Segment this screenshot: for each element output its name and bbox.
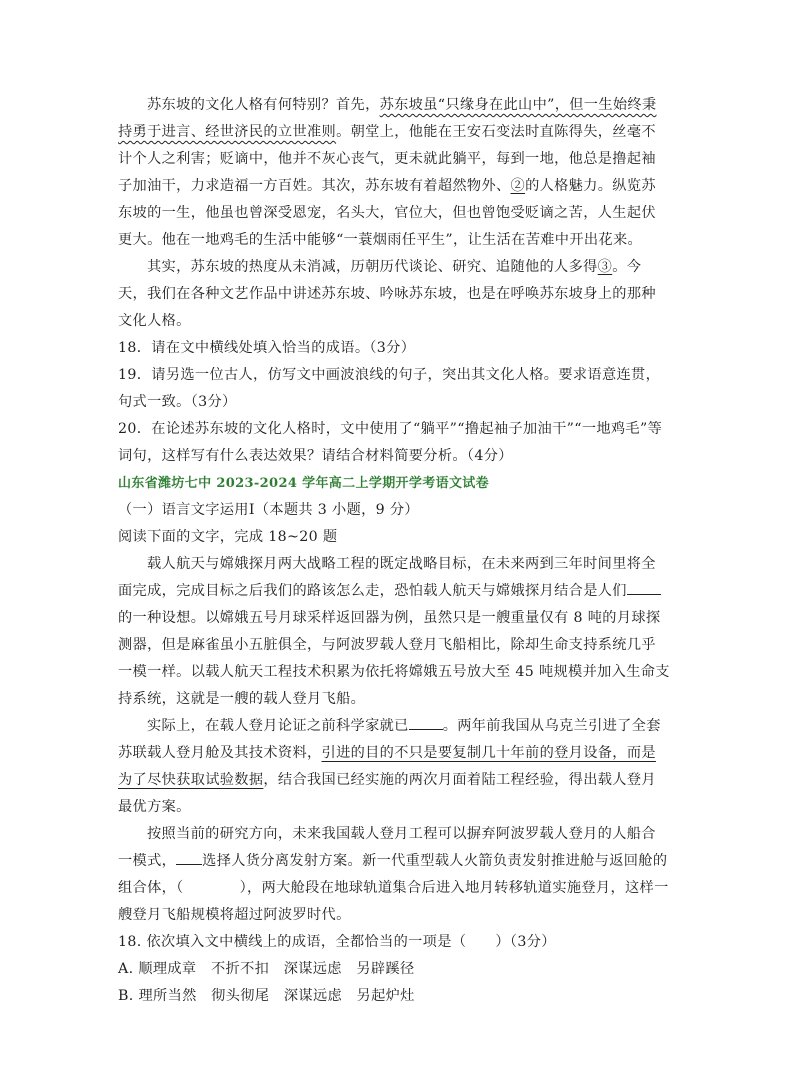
paragraph-su-dongpo-2 <box>118 254 670 335</box>
text-run: 载人航天与嫦娥探月两大战略工程的既定战略目标，在未来两到三年时间里将全面完成，完成目标之后我们的路该怎么走，恐怕载人航天与嫦娥探月结合是人们 <box>118 556 656 599</box>
question-18-choice: 18. 依次填入文中横线上的成语，全都恰当的一项是（ ）（3分） <box>118 934 556 950</box>
text-run: 选择人货分离发射方案。新一代重型载人火箭负责发射推进舱与返回舱的组合体，（ <box>118 853 668 896</box>
exam-title: 山东省潍坊七中 2023-2024 学年高二上学期开学考语文试卷 <box>118 476 490 491</box>
text-run: 。两年前我国从乌克兰引进了全套苏联载人登月舱及其技术资料， <box>118 718 661 761</box>
text-run: 。今天，我们在各种文艺作品中讲述苏东坡、吟咏苏东坡，也是在呼唤苏东坡身上的那种文化人格。 <box>118 259 656 329</box>
question-19-imitation: 19．请另选一位古人，仿写文中画波浪线的句子，突出其文化人格。要求语意连贯，句式一致。（3分） <box>118 367 661 410</box>
underlined-sentence: 引进的目的不只是要复制几十年前的登月设备，而是为了尽快获取试验数据 <box>118 745 656 788</box>
fill-blank-3 <box>176 850 202 865</box>
paragraph-lunar-1 <box>118 551 670 713</box>
question-20-effect: 20．在论述苏东坡的文化人格时，文中使用了“躺平”“撸起袖子加油干”“一地鸡毛”等词句，这样写有什么表达效果？请结合材料简要分析。（4分） <box>118 421 663 464</box>
fill-blank-1 <box>627 580 661 595</box>
reading-instruction: 阅读下面的文字，完成 18~20 题 <box>118 529 338 545</box>
blank-marker-2: ② <box>510 178 526 194</box>
wavy-underlined-sentence: 苏东坡虽“只缘身在此山中”，但一生始终秉持勇于进言、经世济民的立世准则 <box>118 97 657 140</box>
text-run: ，结合我国已经实施的两次月面着陆工程经验，得出载人登月最优方案。 <box>118 772 656 815</box>
text-run: 苏东坡的文化人格有何特别？首先， <box>147 97 380 113</box>
document-body <box>118 92 670 1010</box>
paragraph-lunar-2 <box>118 713 670 821</box>
text-run: 按照当前的研究方向，未来我国载人登月工程可以摒弃阿波罗载人登月的人船合一模式， <box>118 826 656 869</box>
text-run: 实际上，在载人登月论证之前科学家就已 <box>147 718 409 734</box>
paragraph-su-dongpo-1 <box>118 92 670 254</box>
fill-blank-2 <box>409 715 443 730</box>
text-run: 的人格魅力。纵览苏东坡的一生，他虽也曾深受恩宠，名头大，官位大，但也曾饱受贬谪之苦，人生起伏更大。他在一地鸡毛的生活中能够“一蓑烟雨任平生”，让生活在苦难中开出花来。 <box>118 178 656 248</box>
question-18-idiom: 18．请在文中横线处填入恰当的成语。（3分） <box>118 340 416 356</box>
text-run: 的一种设想。以嫦娥五号月球采样返回器为例，虽然只是一艘重量仅有 8 吨的月球探测器，但是麻雀虽小五脏俱全，与阿波罗载人登月飞船相比，除却生命支持系统几乎一模一样。以载人航天工程技术积累为依托将嫦娥五号放大至 45 吨规模并加入生命支持系统，这就是一艘的载人登月飞船。 <box>118 610 670 707</box>
section-heading: （一）语言文字运用Ⅰ（本题共 3 小题，9 分） <box>118 502 419 518</box>
option-b: B. 理所当然 彻头彻尾 深谋远虑 另起炉灶 <box>118 988 415 1004</box>
text-run: ），两大舱段在地球轨道集合后进入地月转移轨道实施登月，这样一艘登月飞船规模将超过阿波罗时代。 <box>118 880 669 923</box>
blank-marker-3: ③ <box>597 259 613 275</box>
text-run: 其实，苏东坡的热度从未消减，历朝历代谈论、研究、追随他的人多得 <box>147 259 598 275</box>
option-a: A. 顺理成章 不折不扣 深谋远虑 另辟蹊径 <box>118 961 415 977</box>
paragraph-lunar-3 <box>118 821 670 929</box>
text-run: 。朝堂上，他能在王安石变法时直陈得失，丝毫不计个人之利害；贬谪中，他并不灰心丧气，更未就此躺平，每到一地，他总是撸起袖子加油干，力求造福一方百姓。其次，苏东坡有着超然物外、 <box>118 124 656 194</box>
